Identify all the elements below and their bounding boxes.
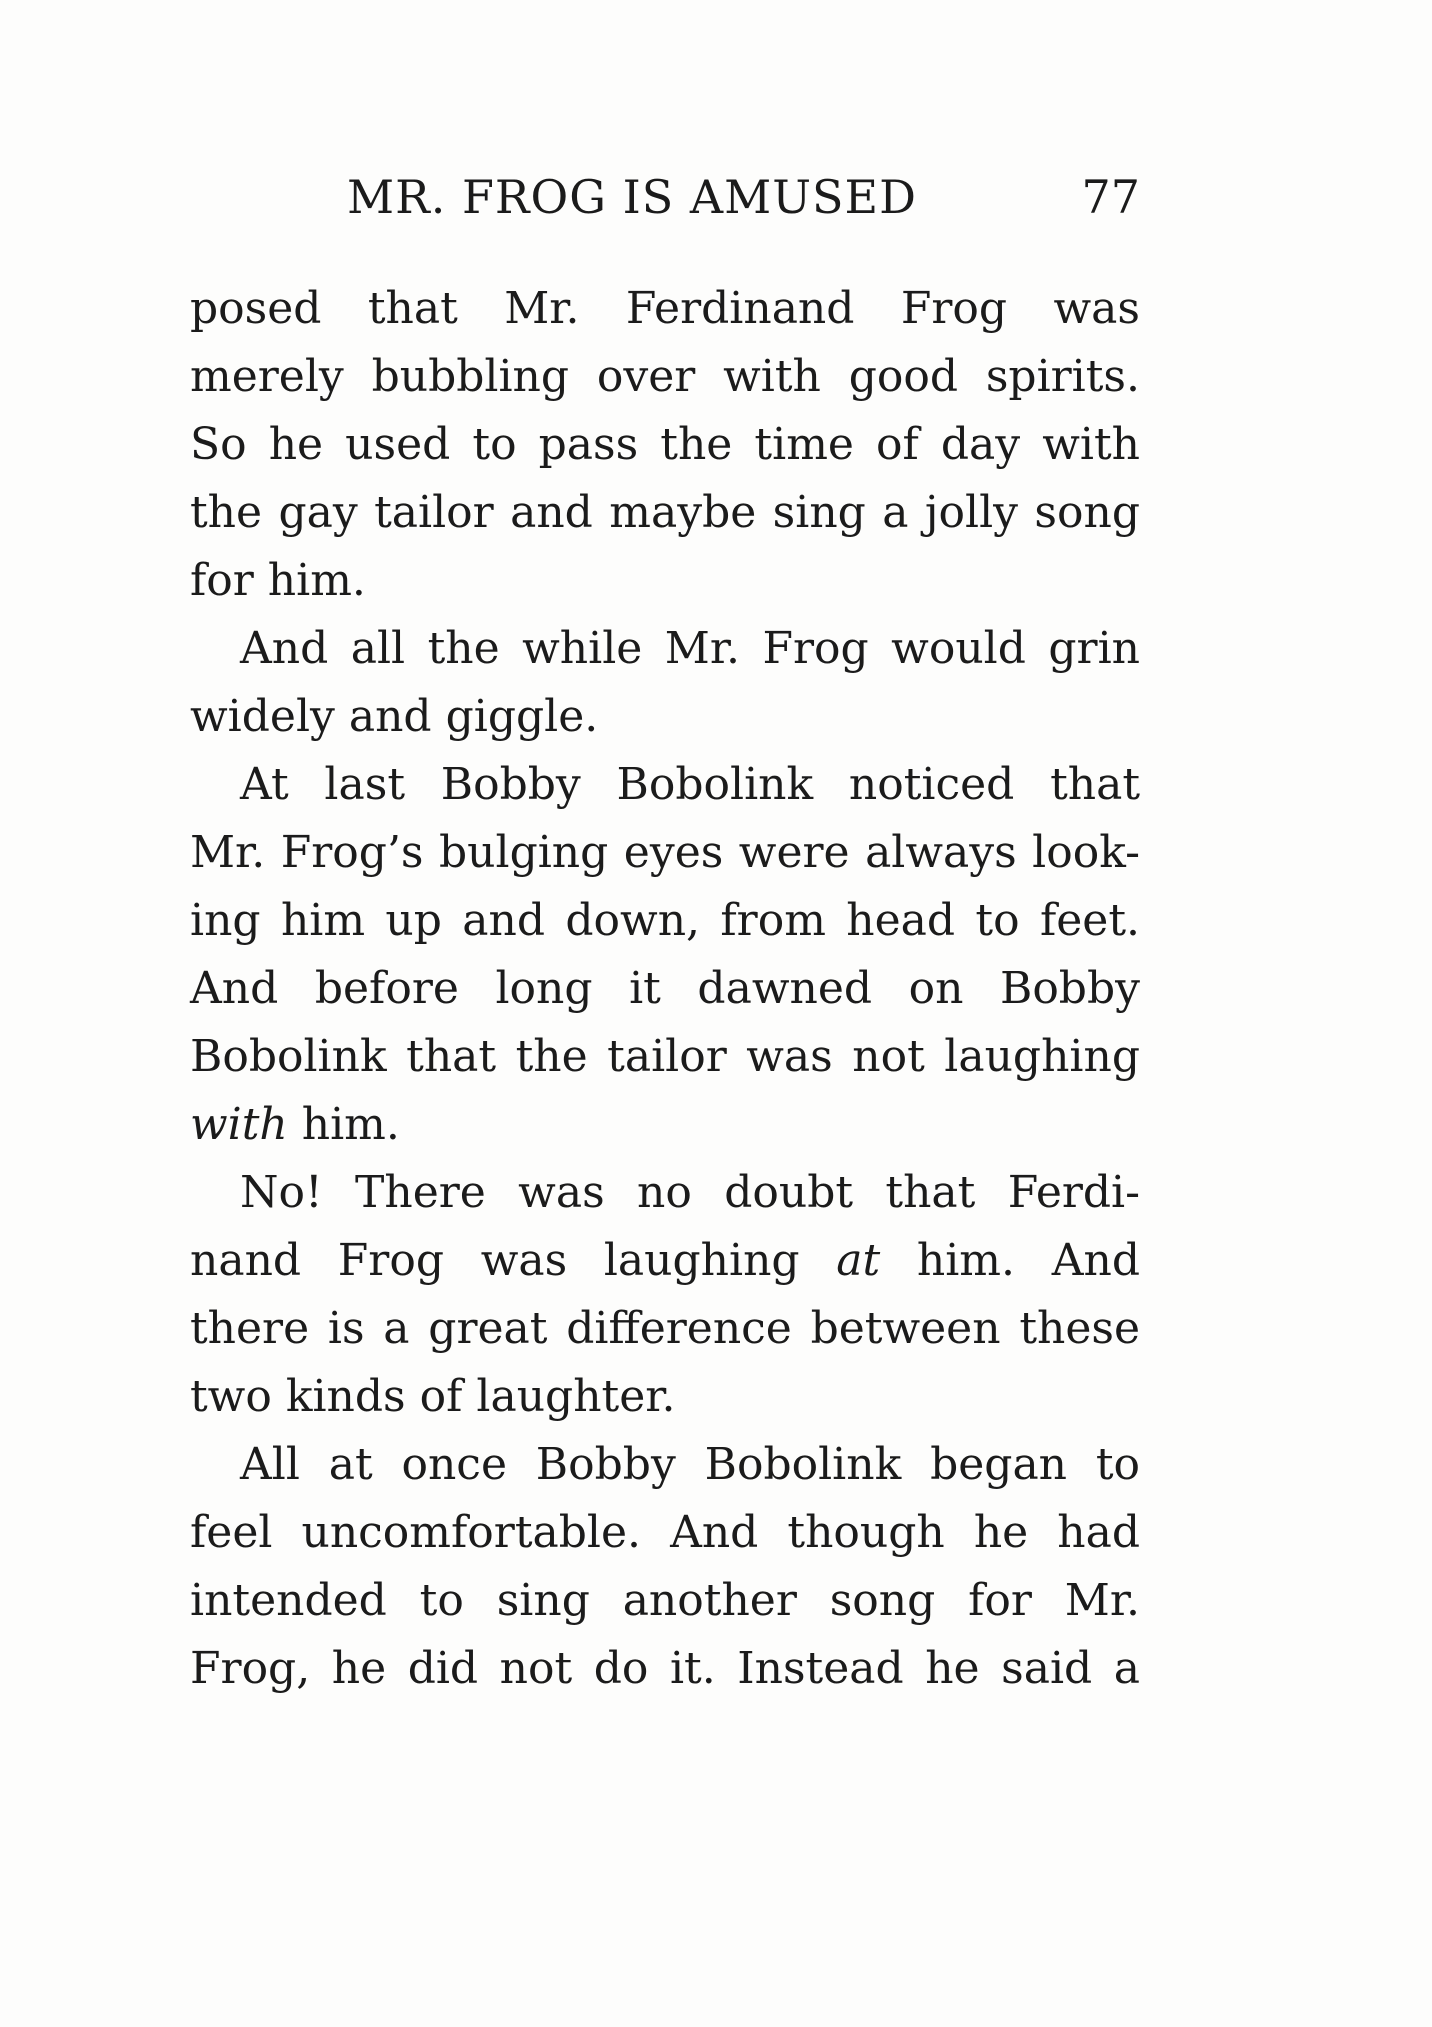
text-line — [190, 1091, 1140, 1159]
text-fragment: nand Frog was laughing — [190, 1235, 837, 1286]
text-line: the gay tailor and maybe sing a jolly song — [190, 487, 1140, 538]
text-line: two kinds of laughter. — [190, 1371, 676, 1422]
text-line: At last Bobby Bobolink noticed that — [240, 759, 1140, 810]
italic-word: with — [190, 1099, 288, 1150]
page-number: 77 — [1081, 170, 1140, 224]
text-line: intended to sing another song for Mr. — [190, 1575, 1140, 1626]
text-line: And before long it dawned on Bobby — [190, 963, 1140, 1014]
text-fragment: him. And — [880, 1235, 1140, 1286]
text-line: Bobolink that the tailor was not laughing — [190, 1031, 1140, 1082]
text-line: for him. — [190, 555, 366, 606]
chapter-title: MR. FROG IS AMUSED — [347, 170, 917, 224]
body-text — [190, 275, 1140, 1703]
italic-word: at — [836, 1235, 881, 1286]
text-line: widely and giggle. — [190, 691, 599, 742]
text-line: merely bubbling over with good spirits. — [190, 351, 1140, 402]
text-line: posed that Mr. Ferdinand Frog was — [190, 283, 1140, 334]
text-line: ing him up and down, from head to feet. — [190, 895, 1140, 946]
text-line: Mr. Frog’s bulging eyes were always look- — [190, 827, 1140, 878]
text-fragment: him. — [287, 1099, 400, 1150]
text-line: So he used to pass the time of day with — [190, 419, 1140, 470]
text-line: All at once Bobby Bobolink began to — [240, 1439, 1140, 1490]
text-line: And all the while Mr. Frog would grin — [240, 623, 1140, 674]
text-line: there is a great difference between these — [190, 1303, 1140, 1354]
text-line — [190, 1227, 1140, 1295]
text-line: feel uncomfortable. And though he had — [190, 1507, 1140, 1558]
text-line: Frog, he did not do it. Instead he said a — [190, 1643, 1140, 1694]
text-line: No! There was no doubt that Ferdi- — [240, 1167, 1140, 1218]
running-head — [190, 170, 1140, 240]
